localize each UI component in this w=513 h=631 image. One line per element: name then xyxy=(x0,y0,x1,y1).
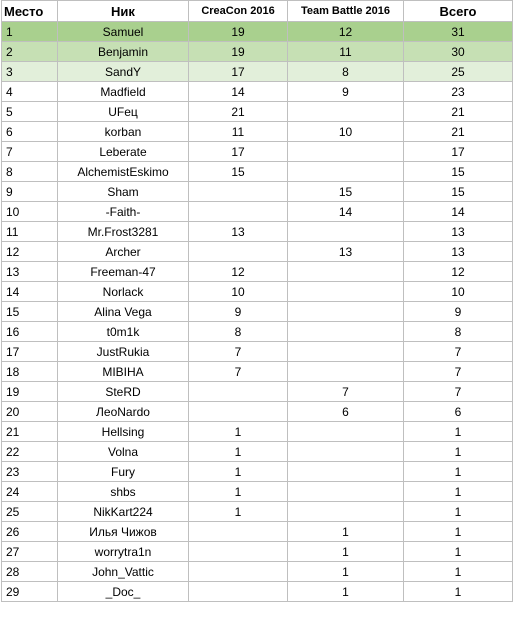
creacon-cell: 12 xyxy=(189,262,288,282)
table-row xyxy=(2,42,513,62)
nick-cell: MIBIHA xyxy=(58,362,189,382)
nick-cell: ЛеоNardo xyxy=(58,402,189,422)
total-cell: 12 xyxy=(404,262,513,282)
total-cell: 14 xyxy=(404,202,513,222)
team-battle-cell xyxy=(288,262,404,282)
team-battle-cell xyxy=(288,282,404,302)
place-cell: 3 xyxy=(2,62,58,82)
nick-cell: SandY xyxy=(58,62,189,82)
total-cell: 10 xyxy=(404,282,513,302)
creacon-cell: 7 xyxy=(189,362,288,382)
creacon-cell xyxy=(189,182,288,202)
team-battle-cell: 1 xyxy=(288,522,404,542)
place-cell: 11 xyxy=(2,222,58,242)
total-cell: 30 xyxy=(404,42,513,62)
team-battle-cell xyxy=(288,462,404,482)
place-cell: 27 xyxy=(2,542,58,562)
table-row xyxy=(2,362,513,382)
creacon-cell: 1 xyxy=(189,482,288,502)
table-row xyxy=(2,582,513,602)
nick-cell: Hellsing xyxy=(58,422,189,442)
creacon-cell: 1 xyxy=(189,502,288,522)
table-row xyxy=(2,142,513,162)
team-battle-cell xyxy=(288,162,404,182)
team-battle-cell xyxy=(288,142,404,162)
total-cell: 1 xyxy=(404,462,513,482)
total-cell: 1 xyxy=(404,542,513,562)
team-battle-cell: 10 xyxy=(288,122,404,142)
team-battle-cell: 14 xyxy=(288,202,404,222)
nick-cell: Илья Чижов xyxy=(58,522,189,542)
table-row xyxy=(2,382,513,402)
table-header xyxy=(2,1,513,22)
place-cell: 25 xyxy=(2,502,58,522)
creacon-cell xyxy=(189,402,288,422)
team-battle-cell xyxy=(288,302,404,322)
nick-cell: -Faith- xyxy=(58,202,189,222)
nick-cell: Sham xyxy=(58,182,189,202)
creacon-cell xyxy=(189,542,288,562)
place-cell: 15 xyxy=(2,302,58,322)
table-body xyxy=(2,22,513,602)
header-team-battle: Team Battle 2016 xyxy=(288,1,404,22)
table-row xyxy=(2,482,513,502)
table-row xyxy=(2,282,513,302)
table-row xyxy=(2,62,513,82)
table-row xyxy=(2,302,513,322)
place-cell: 20 xyxy=(2,402,58,422)
nick-cell: worrytra1n xyxy=(58,542,189,562)
creacon-cell: 1 xyxy=(189,422,288,442)
place-cell: 19 xyxy=(2,382,58,402)
place-cell: 1 xyxy=(2,22,58,42)
table-row xyxy=(2,462,513,482)
total-cell: 7 xyxy=(404,342,513,362)
creacon-cell xyxy=(189,242,288,262)
team-battle-cell xyxy=(288,482,404,502)
creacon-cell: 10 xyxy=(189,282,288,302)
place-cell: 29 xyxy=(2,582,58,602)
nick-cell: shbs xyxy=(58,482,189,502)
table-row xyxy=(2,562,513,582)
total-cell: 25 xyxy=(404,62,513,82)
team-battle-cell: 1 xyxy=(288,542,404,562)
nick-cell: Fury xyxy=(58,462,189,482)
total-cell: 8 xyxy=(404,322,513,342)
table-row xyxy=(2,322,513,342)
nick-cell: Leberate xyxy=(58,142,189,162)
creacon-cell: 7 xyxy=(189,342,288,362)
total-cell: 15 xyxy=(404,182,513,202)
team-battle-cell: 15 xyxy=(288,182,404,202)
place-cell: 17 xyxy=(2,342,58,362)
place-cell: 9 xyxy=(2,182,58,202)
total-cell: 15 xyxy=(404,162,513,182)
nick-cell: NikKart224 xyxy=(58,502,189,522)
creacon-cell: 9 xyxy=(189,302,288,322)
creacon-cell: 11 xyxy=(189,122,288,142)
team-battle-cell xyxy=(288,502,404,522)
nick-cell: Benjamin xyxy=(58,42,189,62)
team-battle-cell: 7 xyxy=(288,382,404,402)
creacon-cell: 8 xyxy=(189,322,288,342)
nick-cell: _Doc_ xyxy=(58,582,189,602)
creacon-cell: 1 xyxy=(189,462,288,482)
total-cell: 23 xyxy=(404,82,513,102)
total-cell: 17 xyxy=(404,142,513,162)
nick-cell: korban xyxy=(58,122,189,142)
team-battle-cell: 1 xyxy=(288,562,404,582)
table-row xyxy=(2,122,513,142)
creacon-cell xyxy=(189,562,288,582)
total-cell: 1 xyxy=(404,442,513,462)
place-cell: 8 xyxy=(2,162,58,182)
place-cell: 26 xyxy=(2,522,58,542)
team-battle-cell: 8 xyxy=(288,62,404,82)
total-cell: 1 xyxy=(404,582,513,602)
place-cell: 22 xyxy=(2,442,58,462)
total-cell: 1 xyxy=(404,502,513,522)
table-row xyxy=(2,202,513,222)
creacon-cell: 17 xyxy=(189,142,288,162)
team-battle-cell: 6 xyxy=(288,402,404,422)
total-cell: 1 xyxy=(404,562,513,582)
nick-cell: Samuel xyxy=(58,22,189,42)
table-row xyxy=(2,502,513,522)
team-battle-cell xyxy=(288,102,404,122)
creacon-cell: 19 xyxy=(189,22,288,42)
place-cell: 23 xyxy=(2,462,58,482)
total-cell: 7 xyxy=(404,382,513,402)
place-cell: 28 xyxy=(2,562,58,582)
creacon-cell xyxy=(189,582,288,602)
total-cell: 6 xyxy=(404,402,513,422)
team-battle-cell: 11 xyxy=(288,42,404,62)
nick-cell: UFец xyxy=(58,102,189,122)
nick-cell: John_Vattic xyxy=(58,562,189,582)
table-row xyxy=(2,542,513,562)
table-row xyxy=(2,242,513,262)
place-cell: 24 xyxy=(2,482,58,502)
table-row xyxy=(2,522,513,542)
total-cell: 31 xyxy=(404,22,513,42)
total-cell: 1 xyxy=(404,422,513,442)
total-cell: 21 xyxy=(404,102,513,122)
nick-cell: Freeman-47 xyxy=(58,262,189,282)
nick-cell: Norlack xyxy=(58,282,189,302)
total-cell: 9 xyxy=(404,302,513,322)
team-battle-cell xyxy=(288,442,404,462)
team-battle-cell: 13 xyxy=(288,242,404,262)
total-cell: 7 xyxy=(404,362,513,382)
creacon-cell: 1 xyxy=(189,442,288,462)
team-battle-cell xyxy=(288,422,404,442)
nick-cell: Mr.Frost3281 xyxy=(58,222,189,242)
place-cell: 21 xyxy=(2,422,58,442)
team-battle-cell: 12 xyxy=(288,22,404,42)
creacon-cell: 19 xyxy=(189,42,288,62)
nick-cell: Volna xyxy=(58,442,189,462)
nick-cell: Alina Vega xyxy=(58,302,189,322)
total-cell: 21 xyxy=(404,122,513,142)
table-row xyxy=(2,82,513,102)
place-cell: 14 xyxy=(2,282,58,302)
creacon-cell xyxy=(189,382,288,402)
total-cell: 1 xyxy=(404,482,513,502)
nick-cell: Madfield xyxy=(58,82,189,102)
total-cell: 1 xyxy=(404,522,513,542)
place-cell: 7 xyxy=(2,142,58,162)
place-cell: 12 xyxy=(2,242,58,262)
nick-cell: Archer xyxy=(58,242,189,262)
place-cell: 2 xyxy=(2,42,58,62)
team-battle-cell xyxy=(288,342,404,362)
creacon-cell xyxy=(189,202,288,222)
table-row xyxy=(2,222,513,242)
place-cell: 13 xyxy=(2,262,58,282)
team-battle-cell xyxy=(288,322,404,342)
team-battle-cell: 1 xyxy=(288,582,404,602)
header-nick: Ник xyxy=(58,1,189,22)
nick-cell: SteRD xyxy=(58,382,189,402)
creacon-cell xyxy=(189,522,288,542)
table-row xyxy=(2,262,513,282)
team-battle-cell xyxy=(288,362,404,382)
creacon-cell: 14 xyxy=(189,82,288,102)
table-row xyxy=(2,342,513,362)
nick-cell: t0m1k xyxy=(58,322,189,342)
place-cell: 5 xyxy=(2,102,58,122)
creacon-cell: 21 xyxy=(189,102,288,122)
place-cell: 16 xyxy=(2,322,58,342)
nick-cell: AlchemistEskimo xyxy=(58,162,189,182)
table-row xyxy=(2,102,513,122)
results-table xyxy=(1,0,513,602)
place-cell: 4 xyxy=(2,82,58,102)
table-row xyxy=(2,422,513,442)
header-place: Место xyxy=(2,1,58,22)
nick-cell: JustRukia xyxy=(58,342,189,362)
header-row xyxy=(2,1,513,22)
header-total: Всего xyxy=(404,1,513,22)
table-row xyxy=(2,162,513,182)
place-cell: 6 xyxy=(2,122,58,142)
table-row xyxy=(2,182,513,202)
header-creacon: CreaCon 2016 xyxy=(189,1,288,22)
team-battle-cell: 9 xyxy=(288,82,404,102)
creacon-cell: 15 xyxy=(189,162,288,182)
table-row xyxy=(2,22,513,42)
creacon-cell: 13 xyxy=(189,222,288,242)
creacon-cell: 17 xyxy=(189,62,288,82)
table-row xyxy=(2,442,513,462)
place-cell: 18 xyxy=(2,362,58,382)
total-cell: 13 xyxy=(404,222,513,242)
table-row xyxy=(2,402,513,422)
team-battle-cell xyxy=(288,222,404,242)
place-cell: 10 xyxy=(2,202,58,222)
total-cell: 13 xyxy=(404,242,513,262)
